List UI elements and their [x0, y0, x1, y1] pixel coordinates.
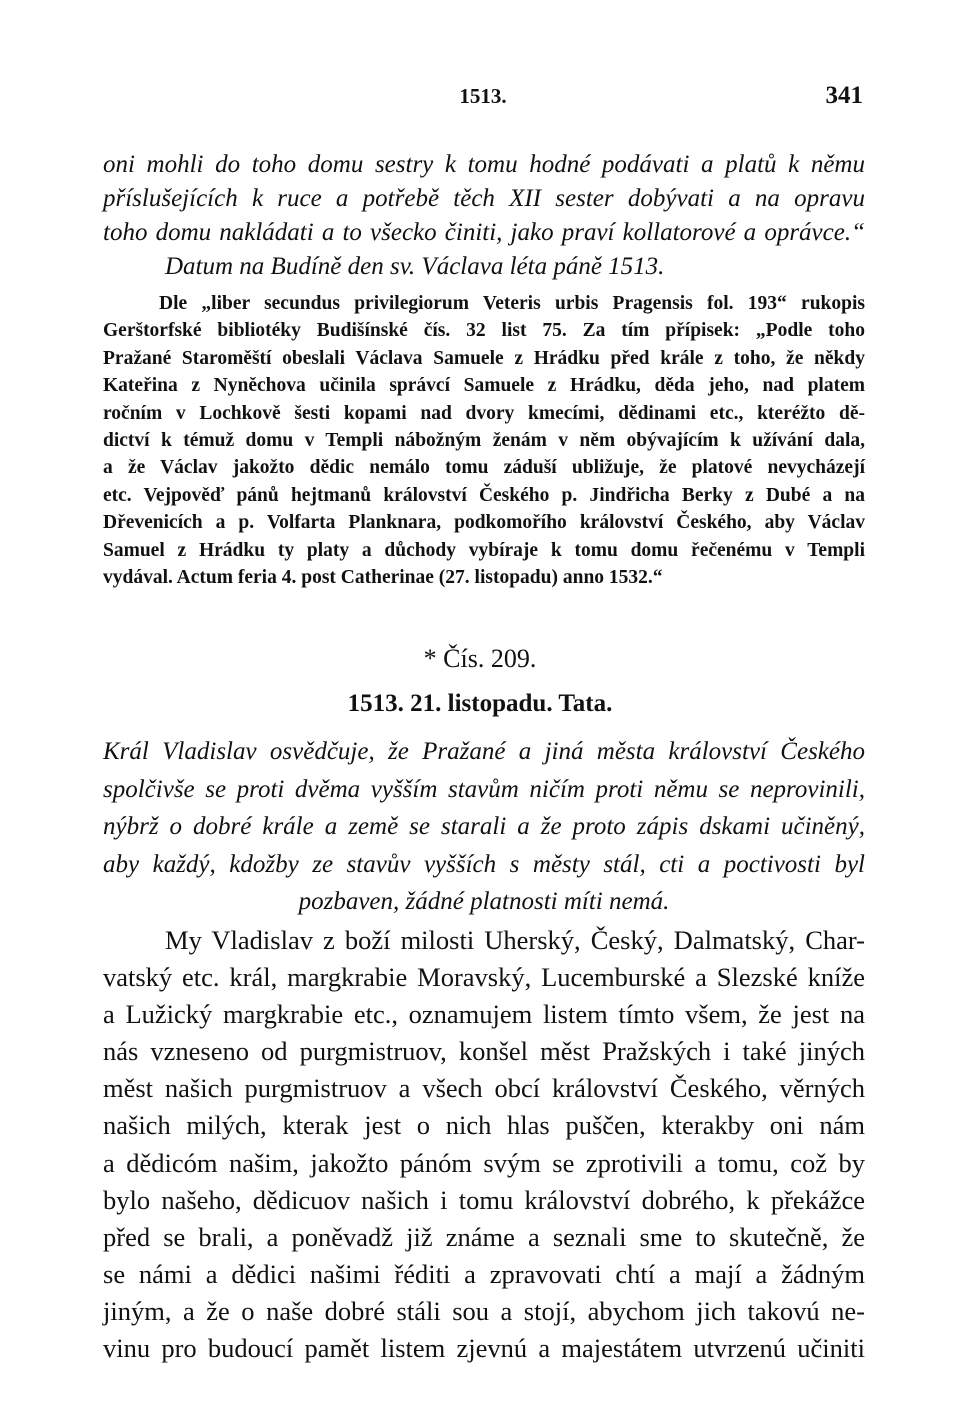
- body-line: bylo našeho, dědicuov našich i tomu království dobrého, k překážce: [103, 1184, 865, 1215]
- document-body: [103, 922, 865, 1367]
- document-summary: [103, 733, 865, 921]
- body-line: vinu pro budoucí pamět listem zjevnú a majestátem utvrzenú učiniti: [103, 1333, 865, 1364]
- note-line: Gerštorfské bibliotéky Budišínské čís. 32 list 75. Za tím přípisek: „Podle toho: [103, 320, 865, 342]
- quote-line: příslušejících k ruce a potřebě těch XII sester dobývati a na opravu: [103, 185, 865, 212]
- summary-line: pozbaven, žádné platnosti míti nemá.: [298, 888, 670, 915]
- note-line: etc. Vejpověď pánů hejtmanů království Českého p. Jindřicha Berky z Dubé a na: [103, 484, 865, 506]
- quoted-text-block: [103, 148, 865, 284]
- body-line: vatský etc. král, margkrabie Moravský, Lucemburské a Slezské kníže: [103, 962, 865, 993]
- body-line: a dědicóm našim, jakožto pánóm svým se zprotivili a tomu, což by: [103, 1147, 865, 1178]
- note-line: Dle „liber secundus privilegiorum Veteris urbis Pragensis fol. 193“ rukopis: [159, 293, 865, 314]
- note-line: Pražané Staroměští obeslali Václava Samuele z Hrádku před krále z toho, že někdy: [103, 347, 865, 369]
- page-number: 341: [825, 82, 863, 109]
- note-line: vydával. Actum feria 4. post Catherinae (27. listopadu) anno 1532.“: [103, 566, 663, 588]
- page-header: [103, 82, 863, 116]
- running-head-year: 1513.: [459, 84, 507, 108]
- note-line: ročním v Lochkově šesti kopami nad dvory kmecími, dědinami etc., kteréžto dě-: [103, 402, 865, 424]
- note-line: Dřevenicích a p. Volfarta Planknara, podkomořího království Českého, aby Václav: [103, 512, 865, 534]
- body-line: a Lužický margkrabie etc., oznamujem listem tímto všem, že jest na: [103, 999, 865, 1030]
- summary-line: nýbrž o dobré krále a země se starali a že proto zápis dskami učiněný,: [103, 813, 865, 840]
- body-line: před se brali, a poněvadž již známe a seznali sme to skutečně, že: [103, 1221, 865, 1252]
- note-line: dictví k témuž domu v Templi nábožným ženám v něm obývajícím k užívání dala,: [103, 429, 865, 451]
- note-line: Kateřina z Nyněchova učinila správcí Samuele z Hrádku, děda jeho, nad platem: [103, 375, 865, 397]
- body-line: našich milých, kterak jest o nich hlas puščen, kterakby oni nám: [103, 1110, 865, 1141]
- quote-line: oni mohli do toho domu sestry k tomu hodné podávati a platů k němu: [103, 151, 865, 178]
- body-line: měst našich purgmistruov a všech obcí království Českého, věrných: [103, 1073, 865, 1104]
- body-line: nás vzneseno od purgmistruov, konšel měst Pražských i také jiných: [103, 1036, 865, 1067]
- body-line: se námi a dědici našimi řéditi a zpravovati chtí a mají a žádným: [103, 1258, 865, 1289]
- summary-line: aby každý, kdožby ze stavův vyšších s městy stál, cti a poctivosti byl: [103, 850, 865, 878]
- document-number: * Čís. 209.: [423, 644, 537, 673]
- document-date-heading: 1513. 21. listopadu. Tata.: [347, 690, 613, 717]
- source-note: [103, 290, 865, 591]
- quote-dating-line: Datum na Budíně den sv. Václava léta páně 1513.: [165, 253, 665, 280]
- note-line: a že Václav jakožto dědic nemálo tomu záduší ubližuje, že platové nevycházejí: [103, 457, 865, 479]
- body-line: jiným, a že o naše dobré stáli sou a stojí, abychom jich takovú ne-: [103, 1295, 865, 1326]
- summary-line: Král Vladislav osvědčuje, že Pražané a jiná města království Českého: [103, 738, 865, 765]
- quote-line: toho domu nakládati a to všecko činiti, jako praví kollatorové a oprávce.“: [103, 219, 865, 246]
- summary-line: spolčivše se proti dvěma vyšším stavům ničím proti němu se neprovinili,: [103, 775, 865, 803]
- body-line: My Vladislav z boží milosti Uherský, Český, Dalmatský, Char-: [165, 925, 865, 955]
- note-line: Samuel z Hrádku ty platy a důchody vybíraje k tomu domu řečenému v Templi: [103, 539, 865, 561]
